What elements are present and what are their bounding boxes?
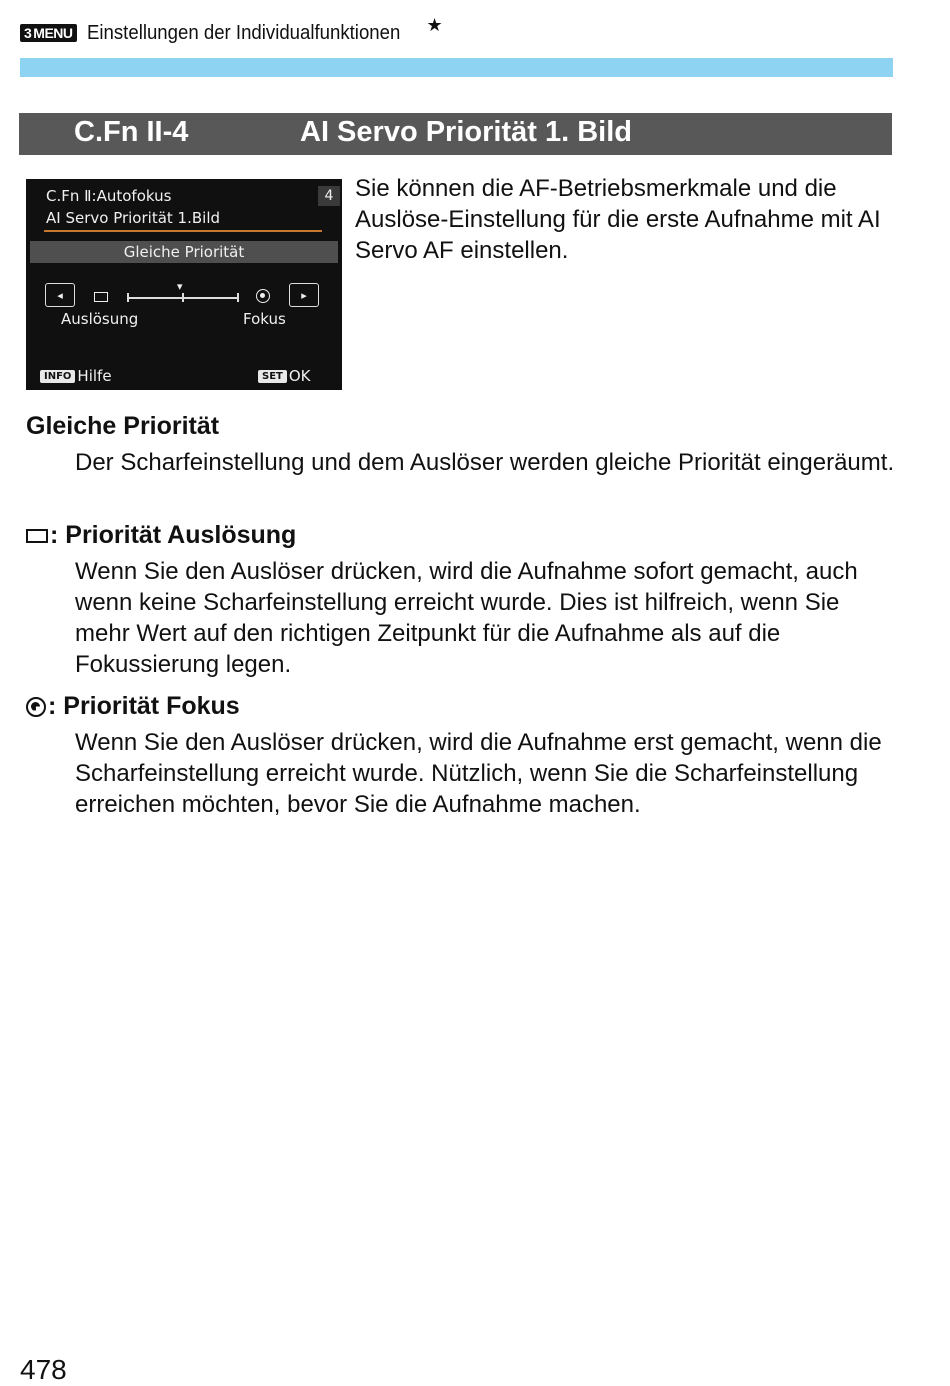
section-title: AI Servo Priorität 1. Bild	[300, 116, 632, 148]
section-heading	[19, 113, 892, 155]
lcd-category: C.Fn Ⅱ:Autofokus	[46, 187, 172, 205]
header-title: Einstellungen der Individualfunktionen	[86, 21, 400, 44]
option-heading-focus	[26, 692, 240, 721]
info-label: Hilfe	[77, 367, 112, 385]
running-header	[20, 14, 443, 48]
option-title: : Priorität Auslösung	[50, 521, 297, 549]
page-number: 478	[20, 1354, 67, 1385]
lcd-set-ok	[258, 367, 311, 385]
lcd-slider-tick	[182, 293, 184, 302]
lcd-slider-tick	[127, 293, 129, 302]
option-heading-release	[26, 521, 296, 550]
menu-tab-number: 3	[24, 25, 32, 41]
option-title: : Priorität Fokus	[48, 692, 240, 720]
section-code: C.Fn II-4	[74, 116, 189, 148]
lcd-release-icon	[94, 292, 108, 302]
lcd-left-arrow-icon: ◂	[45, 283, 75, 307]
lcd-right-arrow-icon: ▸	[289, 283, 319, 307]
lcd-current-value: Gleiche Priorität	[30, 241, 338, 263]
option-text-release: Wenn Sie den Auslöser drücken, wird die Aufnahme sofort gemacht, auch wenn keine Scharfeinstellung erreicht wurde. Dies ist hilfreich, wenn Sie mehr Wert auf den richtigen Zeitpunkt für die Aufnahme als auf die Fokussierung legen.	[75, 558, 858, 678]
option-text-equal: Der Scharfeinstellung und dem Auslöser werden gleiche Priorität eingeräumt.	[75, 449, 895, 476]
header-divider-bar	[20, 58, 893, 77]
lcd-setting-name: AI Servo Priorität 1.Bild	[46, 209, 221, 227]
lcd-slider-tick	[237, 293, 239, 302]
set-key: SET	[258, 370, 287, 383]
lcd-focus-icon	[256, 289, 270, 303]
lcd-label-release: Auslösung	[61, 310, 139, 328]
lcd-divider	[44, 230, 322, 232]
star-icon: ★	[426, 14, 443, 35]
lcd-info-help	[40, 367, 112, 385]
intro-text: Sie können die AF-Betriebsmerkmale und die Auslöse-Einstellung für die erste Aufnahme mit AI Servo AF einstellen.	[355, 175, 881, 264]
release-priority-icon	[26, 529, 48, 543]
camera-lcd-screen	[26, 179, 342, 390]
menu-tab-badge	[20, 24, 77, 42]
focus-priority-icon	[26, 697, 46, 717]
lcd-slider-knob-icon: ▾	[177, 280, 183, 293]
lcd-page-number: 4	[318, 186, 340, 206]
option-text-focus: Wenn Sie den Auslöser drücken, wird die Aufnahme erst gemacht, wenn die Scharfeinstellung erreicht wurde. Nützlich, wenn Sie die Scharfeinstellung erreichen möchten, bevor Sie die Aufnahme machen.	[75, 729, 882, 818]
option-heading-equal	[26, 412, 219, 441]
menu-label: MENU	[33, 25, 73, 41]
set-label: OK	[288, 367, 311, 385]
info-key: INFO	[40, 370, 75, 383]
option-title: Gleiche Priorität	[26, 412, 220, 440]
lcd-label-focus: Fokus	[243, 310, 286, 328]
